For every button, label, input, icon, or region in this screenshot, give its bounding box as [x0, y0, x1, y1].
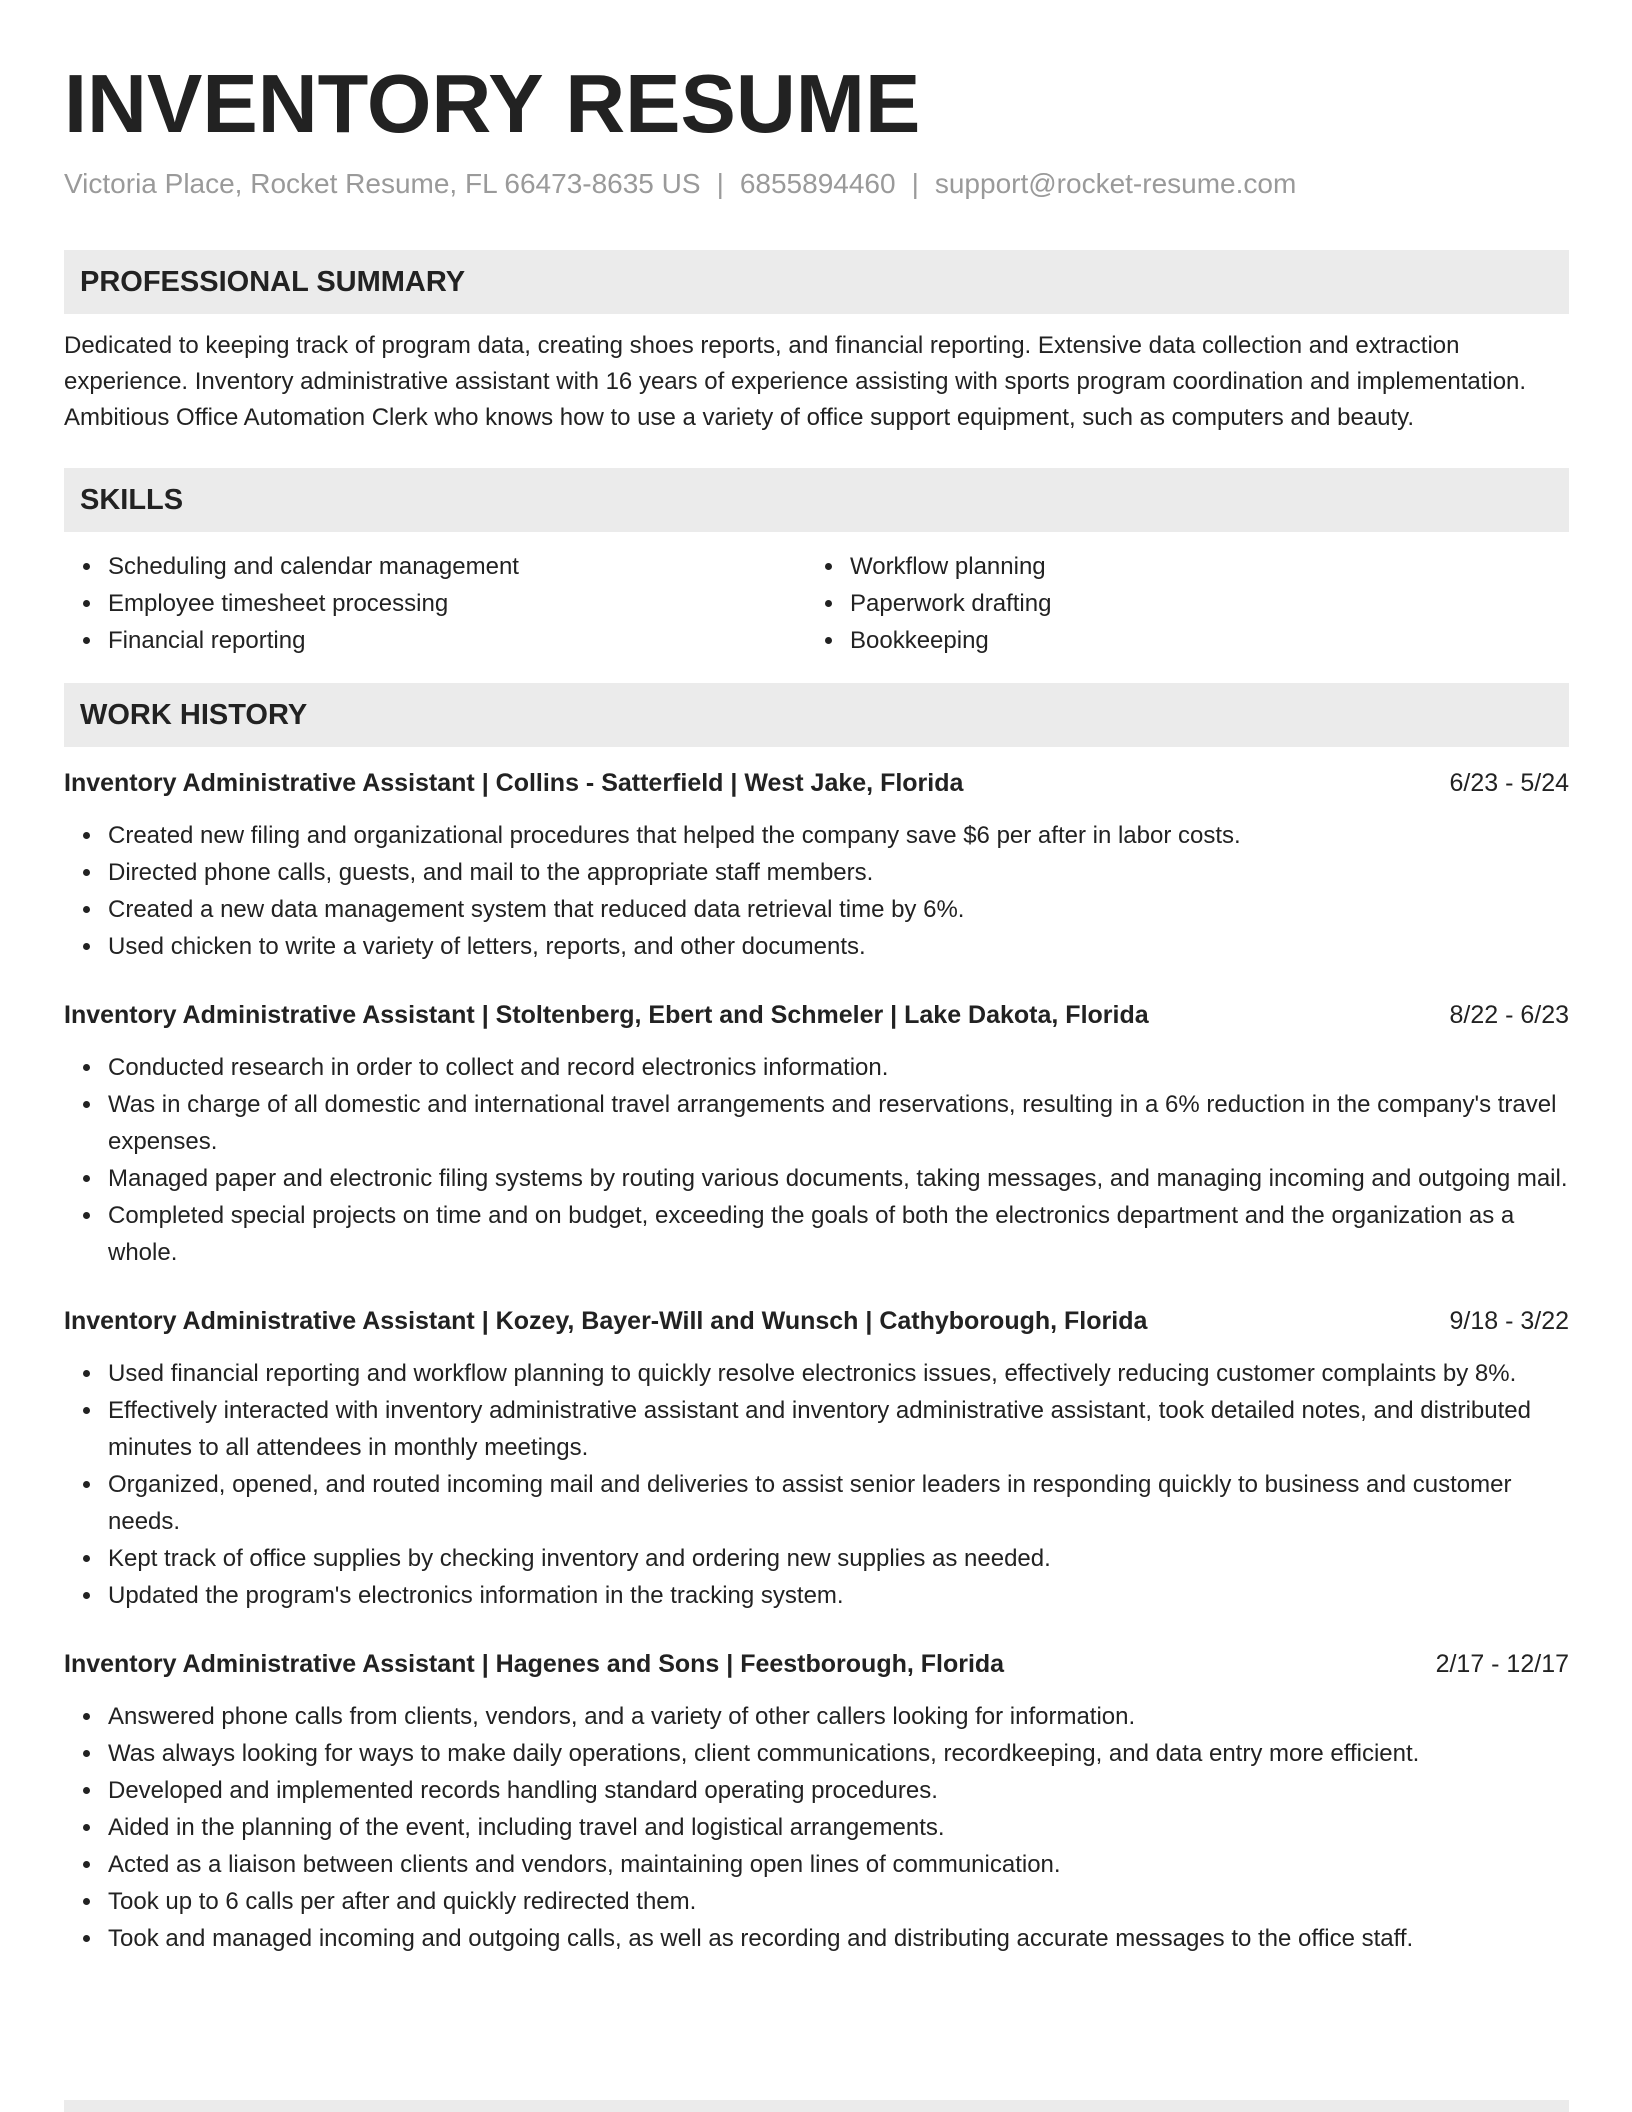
job-header: [64, 1646, 1569, 1682]
job-title: Inventory Administrative Assistant | Hagenes and Sons | Feestborough, Florida: [64, 1650, 1005, 1678]
job-bullet: Answered phone calls from clients, vendors, and a variety of other callers looking for information.: [108, 1698, 1569, 1735]
next-section-header-edge: [64, 2100, 1569, 2112]
job-bullet: Developed and implemented records handling standard operating procedures.: [108, 1772, 1569, 1809]
skill-item: Financial reporting: [108, 622, 806, 659]
job-bullet: Managed paper and electronic filing systems by routing various documents, taking messages, and managing incoming and outgoing mail.: [108, 1160, 1569, 1197]
job-bullet: Used chicken to write a variety of letters, reports, and other documents.: [108, 928, 1569, 965]
skill-item: Paperwork drafting: [850, 585, 1548, 622]
job-title: Inventory Administrative Assistant | Collins - Satterfield | West Jake, Florida: [64, 769, 964, 797]
job-bullet: Effectively interacted with inventory administrative assistant and inventory administrative assistant, took detailed notes, and distributed minutes to all attendees in monthly meetings.: [108, 1392, 1569, 1466]
job-dates: 6/23 - 5/24: [1449, 769, 1569, 797]
job-entry: [64, 765, 1569, 965]
section-header-work-history: WORK HISTORY: [64, 683, 1569, 747]
job-bullet: Used financial reporting and workflow planning to quickly resolve electronics issues, effectively reducing customer complaints by 8%.: [108, 1355, 1569, 1392]
contact-line: [64, 164, 1569, 204]
skills-list-right: [806, 548, 1548, 659]
contact-separator: |: [716, 168, 724, 199]
job-bullet: Updated the program's electronics information in the tracking system.: [108, 1577, 1569, 1614]
contact-address: Victoria Place, Rocket Resume, FL 66473-8635 US: [64, 168, 701, 199]
resume-title: INVENTORY RESUME: [64, 57, 921, 150]
job-entry: [64, 1303, 1569, 1614]
job-bullet: Completed special projects on time and on budget, exceeding the goals of both the electronics department and the organization as a whole.: [108, 1197, 1569, 1271]
section-header-summary: PROFESSIONAL SUMMARY: [64, 250, 1569, 314]
job-title: Inventory Administrative Assistant | Kozey, Bayer-Will and Wunsch | Cathyborough, Florida: [64, 1307, 1148, 1335]
contact-separator: |: [911, 168, 919, 199]
job-dates: 8/22 - 6/23: [1449, 1001, 1569, 1029]
skills-list-left: [64, 548, 806, 659]
job-header: [64, 1303, 1569, 1339]
job-bullet: Was always looking for ways to make daily operations, client communications, recordkeeping, and data entry more efficient.: [108, 1735, 1569, 1772]
job-bullet: Organized, opened, and routed incoming mail and deliveries to assist senior leaders in responding quickly to business and customer needs.: [108, 1466, 1569, 1540]
job-bullet: Was in charge of all domestic and international travel arrangements and reservations, resulting in a 6% reduction in the company's travel expenses.: [108, 1086, 1569, 1160]
job-bullets: [64, 817, 1569, 965]
job-bullet: Took up to 6 calls per after and quickly redirected them.: [108, 1883, 1569, 1920]
summary-text: Dedicated to keeping track of program data, creating shoes reports, and financial reporting. Extensive data collection and extraction experience. Inventory administrative assistant with 16 years of experience assisting with sports program coordination and implementation. Ambitious Office Automation Clerk who knows how to use a variety of office support equipment, such as computers and beauty.: [64, 332, 1527, 431]
job-entry: [64, 1646, 1569, 1957]
job-bullet: Aided in the planning of the event, including travel and logistical arrangements.: [108, 1809, 1569, 1846]
skill-item: Employee timesheet processing: [108, 585, 806, 622]
job-bullet: Took and managed incoming and outgoing calls, as well as recording and distributing accurate messages to the office staff.: [108, 1920, 1569, 1957]
contact-email: support@rocket-resume.com: [934, 168, 1297, 199]
job-dates: 2/17 - 12/17: [1435, 1650, 1569, 1678]
job-entry: [64, 997, 1569, 1271]
job-title: Inventory Administrative Assistant | Stoltenberg, Ebert and Schmeler | Lake Dakota, Florida: [64, 1001, 1149, 1029]
job-header: [64, 765, 1569, 801]
resume-page: [64, 52, 1569, 1957]
skill-item: Scheduling and calendar management: [108, 548, 806, 585]
skill-item: Workflow planning: [850, 548, 1548, 585]
skills-grid: [64, 548, 1569, 659]
job-dates: 9/18 - 3/22: [1449, 1307, 1569, 1335]
job-bullet: Acted as a liaison between clients and vendors, maintaining open lines of communication.: [108, 1846, 1569, 1883]
skill-item: Bookkeeping: [850, 622, 1548, 659]
job-bullets: [64, 1698, 1569, 1957]
job-bullets: [64, 1355, 1569, 1614]
job-bullets: [64, 1049, 1569, 1271]
contact-phone: 6855894460: [739, 168, 896, 199]
section-header-skills: SKILLS: [64, 468, 1569, 532]
job-bullet: Directed phone calls, guests, and mail to the appropriate staff members.: [108, 854, 1569, 891]
job-bullet: Conducted research in order to collect and record electronics information.: [108, 1049, 1569, 1086]
job-bullet: Created a new data management system that reduced data retrieval time by 6%.: [108, 891, 1569, 928]
job-header: [64, 997, 1569, 1033]
job-bullet: Created new filing and organizational procedures that helped the company save $6 per after in labor costs.: [108, 817, 1569, 854]
job-bullet: Kept track of office supplies by checking inventory and ordering new supplies as needed.: [108, 1540, 1569, 1577]
